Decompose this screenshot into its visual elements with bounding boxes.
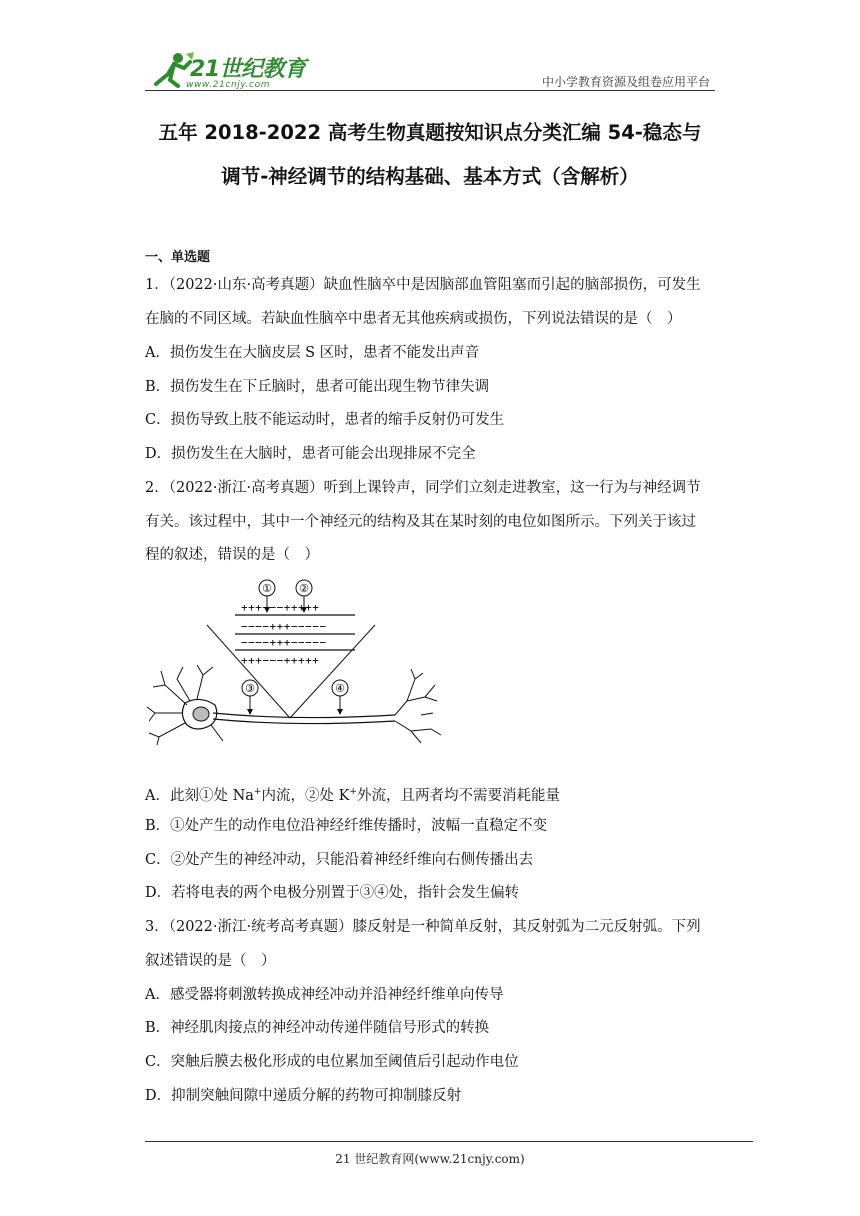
page-title-line1: 五年 2018-2022 高考生物真题按知识点分类汇编 54-稳态与 <box>158 121 702 144</box>
platform-label: 中小学教育资源及组卷应用平台 <box>541 75 710 89</box>
q2-option-b: B．①处产生的动作电位沿神经纤维传播时，波幅一直稳定不变 <box>145 818 548 834</box>
q2-option-a: A．此刻①处 Na+内流，②处 K+外流，且两者均不需要消耗能量 <box>145 787 560 804</box>
footer-divider <box>145 1141 753 1142</box>
logo-url: www.21cnjy.com <box>186 80 271 90</box>
q3-stem-line2: 叙述错误的是（ ） <box>145 953 276 969</box>
q1-option-c: C．损伤导致上肢不能运动时，患者的缩手反射仍可发生 <box>145 412 505 428</box>
page-title-line2: 调节-神经调节的结构基础、基本方式（含解析） <box>221 165 639 188</box>
q3-option-d: D．抑制突触间隙中递质分解的药物可抑制膝反射 <box>145 1088 462 1104</box>
q3-stem-line1: 3．（2022·浙江·统考高考真题）膝反射是一种简单反射，其反射弧为二元反射弧。下列 <box>145 919 701 935</box>
charge-row-2: −−−−+++−−−−− <box>241 620 327 633</box>
label-circle-4: ④ <box>335 682 345 695</box>
label-circle-2: ② <box>299 582 309 595</box>
label-circle-3: ③ <box>245 682 255 695</box>
q2-stem-line3: 程的叙述，错误的是（ ） <box>145 547 319 563</box>
q2-option-c: C．②处产生的神经冲动，只能沿着神经纤维向右侧传播出去 <box>145 852 534 868</box>
q2-option-d: D．若将电表的两个电极分别置于③④处，指针会发生偏转 <box>145 885 520 901</box>
footer-link[interactable]: 21 世纪教育网(www.21cnjy.com) <box>335 1152 525 1166</box>
charge-row-3: −−−−+++−−−−− <box>241 636 327 649</box>
q2-stem-line1: 2．（2022·浙江·高考真题）听到上课铃声，同学们立刻走进教室，这一行为与神经调节 <box>145 480 701 496</box>
q1-option-d: D．损伤发生在大脑时，患者可能会出现排尿不完全 <box>145 446 476 462</box>
logo-text: 21世纪教育 <box>190 57 306 82</box>
header-divider <box>145 90 715 91</box>
q1-stem-line2: 在脑的不同区域。若缺血性脑卒中患者无其他疾病或损伤，下列说法错误的是（ ） <box>145 311 682 327</box>
label-circle-1: ① <box>262 582 272 595</box>
charge-row-1: +++−−−+++++ <box>241 601 320 614</box>
q3-option-b: B．神经肌肉接点的神经冲动传递伴随信号形式的转换 <box>145 1020 490 1036</box>
q1-option-b: B．损伤发生在下丘脑时，患者可能出现生物节律失调 <box>145 379 490 395</box>
neuron-figure <box>145 575 445 745</box>
q3-option-a: A．感受器将刺激转换成神经冲动并沿神经纤维单向传导 <box>145 987 504 1003</box>
charge-row-4: +++−−−+++++ <box>241 654 320 667</box>
section-heading: 一、单选题 <box>145 250 211 265</box>
q1-stem-line1: 1．（2022·山东·高考真题）缺血性脑卒中是因脑部血管阻塞而引起的脑部损伤，可发生 <box>145 277 701 293</box>
q1-option-a: A．损伤发生在大脑皮层 S 区时，患者不能发出声音 <box>145 345 480 361</box>
q2-stem-line2: 有关。该过程中，其中一个神经元的结构及其在某时刻的电位如图所示。下列关于该过 <box>145 514 696 530</box>
q3-option-c: C．突触后膜去极化形成的电位累加至阈值后引起动作电位 <box>145 1054 519 1070</box>
